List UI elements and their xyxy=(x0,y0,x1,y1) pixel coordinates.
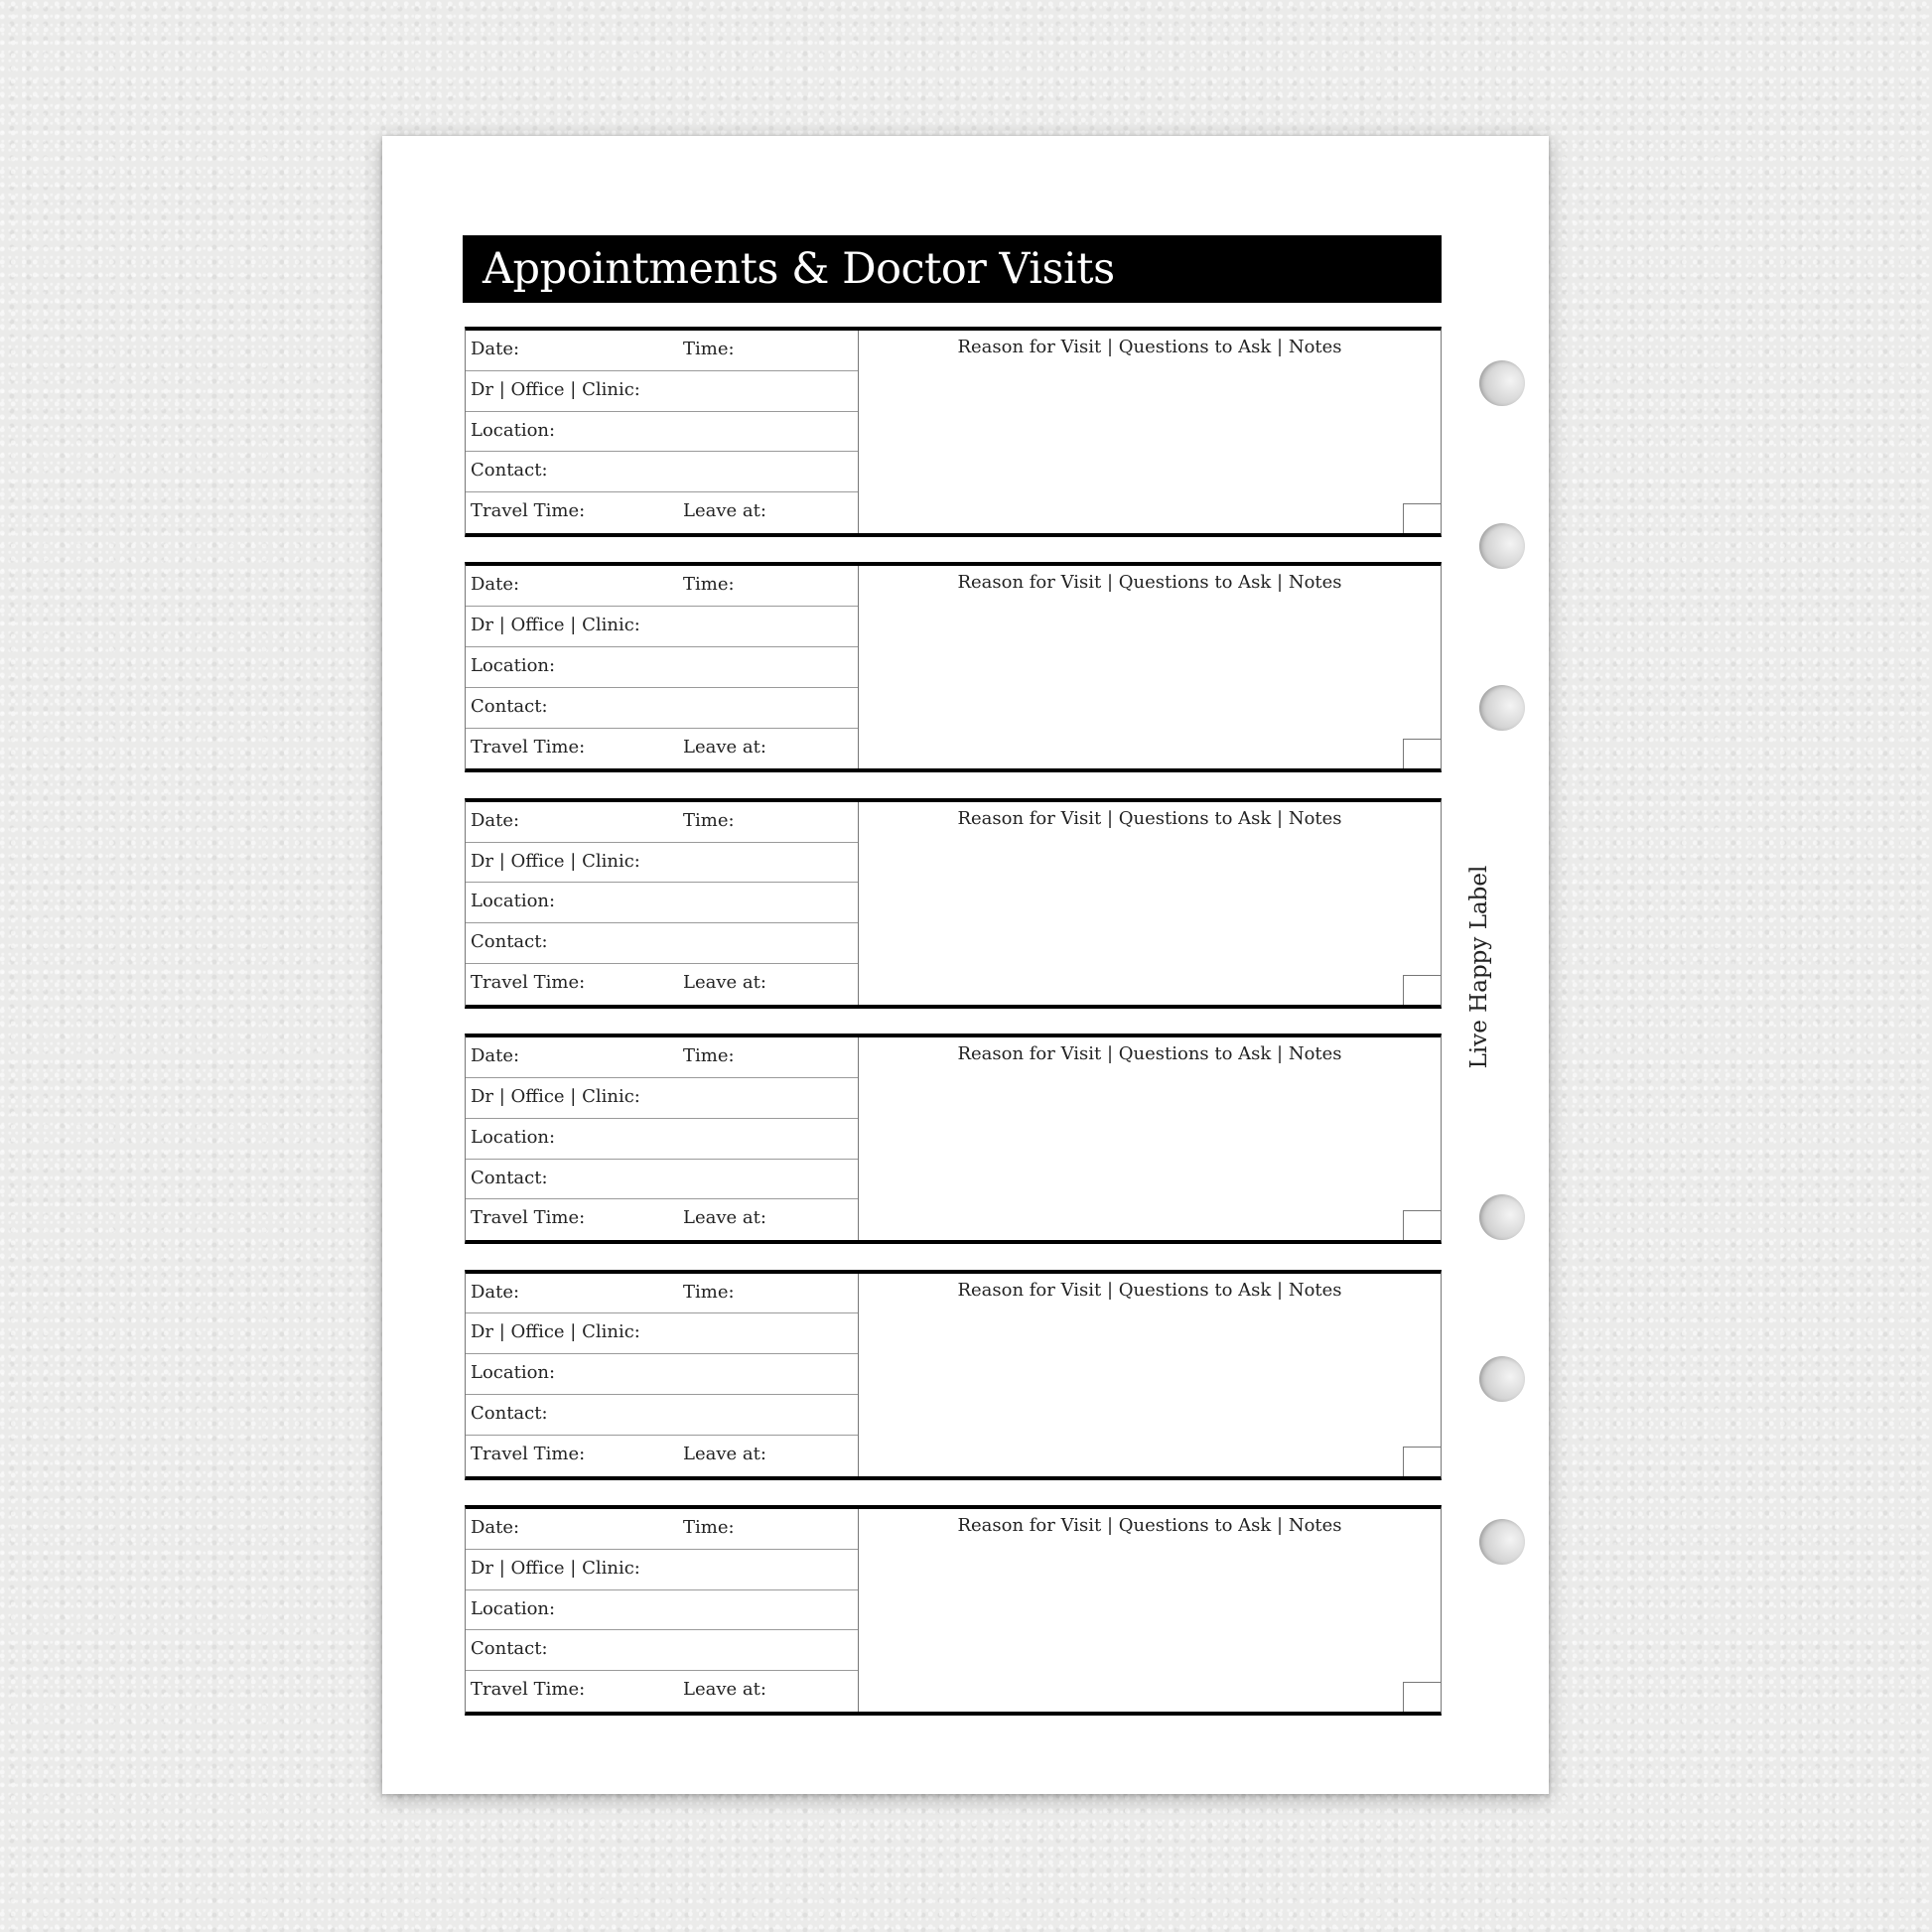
notes-header: Reason for Visit | Questions to Ask | Notes xyxy=(957,1043,1342,1065)
location-label: Location: xyxy=(471,1362,556,1384)
date-label: Date: xyxy=(471,574,520,596)
office-row[interactable] xyxy=(466,843,858,884)
location-label: Location: xyxy=(471,654,556,676)
binder-hole-icon xyxy=(1479,523,1525,569)
appointment-block xyxy=(465,1034,1442,1244)
appointment-details xyxy=(466,566,859,768)
location-label: Location: xyxy=(471,1597,556,1619)
binder-hole-icon xyxy=(1479,1356,1525,1402)
binder-hole-icon xyxy=(1479,1519,1525,1565)
date-label: Date: xyxy=(471,1045,520,1067)
contact-row[interactable] xyxy=(466,688,858,729)
appointment-block xyxy=(465,562,1442,772)
location-label: Location: xyxy=(471,419,556,441)
office-label: Dr | Office | Clinic: xyxy=(471,1321,640,1343)
location-row[interactable] xyxy=(466,412,858,453)
done-checkbox[interactable] xyxy=(1403,975,1441,1005)
travel-time-label: Travel Time: xyxy=(471,1443,586,1464)
office-label: Dr | Office | Clinic: xyxy=(471,615,640,636)
appointment-details xyxy=(466,1274,859,1476)
contact-row[interactable] xyxy=(466,1160,858,1200)
binder-hole-icon xyxy=(1479,685,1525,731)
time-label: Time: xyxy=(683,1517,735,1538)
done-checkbox[interactable] xyxy=(1403,739,1441,768)
done-checkbox[interactable] xyxy=(1403,503,1441,533)
location-row[interactable] xyxy=(466,883,858,923)
appointment-details xyxy=(466,1509,859,1712)
date-label: Date: xyxy=(471,1517,520,1538)
travel-row[interactable] xyxy=(466,492,858,533)
travel-time-label: Travel Time: xyxy=(471,500,586,522)
travel-time-label: Travel Time: xyxy=(471,1679,586,1701)
office-label: Dr | Office | Clinic: xyxy=(471,1557,640,1579)
done-checkbox[interactable] xyxy=(1403,1210,1441,1240)
date-time-row[interactable] xyxy=(466,802,858,843)
travel-row[interactable] xyxy=(466,1199,858,1240)
office-row[interactable] xyxy=(466,607,858,647)
time-label: Time: xyxy=(683,1281,735,1303)
office-row[interactable] xyxy=(466,1550,858,1590)
binder-hole-icon xyxy=(1479,360,1525,406)
location-label: Location: xyxy=(471,891,556,912)
appointment-block xyxy=(465,798,1442,1009)
location-label: Location: xyxy=(471,1126,556,1148)
appointment-details xyxy=(466,1037,859,1240)
travel-time-label: Travel Time: xyxy=(471,971,586,993)
time-label: Time: xyxy=(683,339,735,359)
office-label: Dr | Office | Clinic: xyxy=(471,1085,640,1107)
contact-row[interactable] xyxy=(466,1630,858,1671)
date-time-row[interactable] xyxy=(466,331,858,371)
travel-row[interactable] xyxy=(466,1671,858,1712)
leave-at-label: Leave at: xyxy=(683,1679,766,1701)
binder-hole-icon xyxy=(1479,1194,1525,1240)
brand-label: Live Happy Label xyxy=(1466,865,1492,1069)
contact-label: Contact: xyxy=(471,460,548,482)
page-title: Appointments & Doctor Visits xyxy=(463,235,1442,303)
notes-header: Reason for Visit | Questions to Ask | Notes xyxy=(957,337,1342,357)
contact-label: Contact: xyxy=(471,695,548,717)
contact-label: Contact: xyxy=(471,931,548,953)
location-row[interactable] xyxy=(466,1354,858,1395)
travel-row[interactable] xyxy=(466,964,858,1005)
done-checkbox[interactable] xyxy=(1403,1682,1441,1712)
leave-at-label: Leave at: xyxy=(683,736,766,758)
date-label: Date: xyxy=(471,339,520,359)
notes-header: Reason for Visit | Questions to Ask | Notes xyxy=(957,1279,1342,1301)
office-row[interactable] xyxy=(466,371,858,412)
appointment-block xyxy=(465,1505,1442,1716)
office-label: Dr | Office | Clinic: xyxy=(471,850,640,872)
travel-time-label: Travel Time: xyxy=(471,736,586,758)
contact-label: Contact: xyxy=(471,1167,548,1188)
appointment-details xyxy=(466,331,859,533)
leave-at-label: Leave at: xyxy=(683,500,766,522)
office-row[interactable] xyxy=(466,1313,858,1354)
location-row[interactable] xyxy=(466,647,858,688)
date-label: Date: xyxy=(471,809,520,831)
date-time-row[interactable] xyxy=(466,1037,858,1078)
office-row[interactable] xyxy=(466,1078,858,1119)
contact-row[interactable] xyxy=(466,452,858,492)
notes-header: Reason for Visit | Questions to Ask | Notes xyxy=(957,1515,1342,1536)
contact-row[interactable] xyxy=(466,1395,858,1436)
notes-header: Reason for Visit | Questions to Ask | Notes xyxy=(957,807,1342,829)
contact-label: Contact: xyxy=(471,1402,548,1424)
date-time-row[interactable] xyxy=(466,1274,858,1314)
office-label: Dr | Office | Clinic: xyxy=(471,378,640,400)
contact-label: Contact: xyxy=(471,1638,548,1660)
appointment-details xyxy=(466,802,859,1005)
location-row[interactable] xyxy=(466,1119,858,1160)
travel-row[interactable] xyxy=(466,1436,858,1476)
date-label: Date: xyxy=(471,1281,520,1303)
date-time-row[interactable] xyxy=(466,566,858,607)
leave-at-label: Leave at: xyxy=(683,1207,766,1229)
leave-at-label: Leave at: xyxy=(683,971,766,993)
done-checkbox[interactable] xyxy=(1403,1447,1441,1476)
contact-row[interactable] xyxy=(466,923,858,964)
leave-at-label: Leave at: xyxy=(683,1443,766,1464)
appointment-block xyxy=(465,327,1442,537)
time-label: Time: xyxy=(683,1045,735,1067)
location-row[interactable] xyxy=(466,1590,858,1631)
date-time-row[interactable] xyxy=(466,1509,858,1550)
appointment-block xyxy=(465,1270,1442,1480)
notes-header: Reason for Visit | Questions to Ask | Notes xyxy=(957,572,1342,594)
travel-time-label: Travel Time: xyxy=(471,1207,586,1229)
time-label: Time: xyxy=(683,574,735,596)
planner-sheet xyxy=(382,136,1549,1794)
travel-row[interactable] xyxy=(466,729,858,769)
time-label: Time: xyxy=(683,809,735,831)
